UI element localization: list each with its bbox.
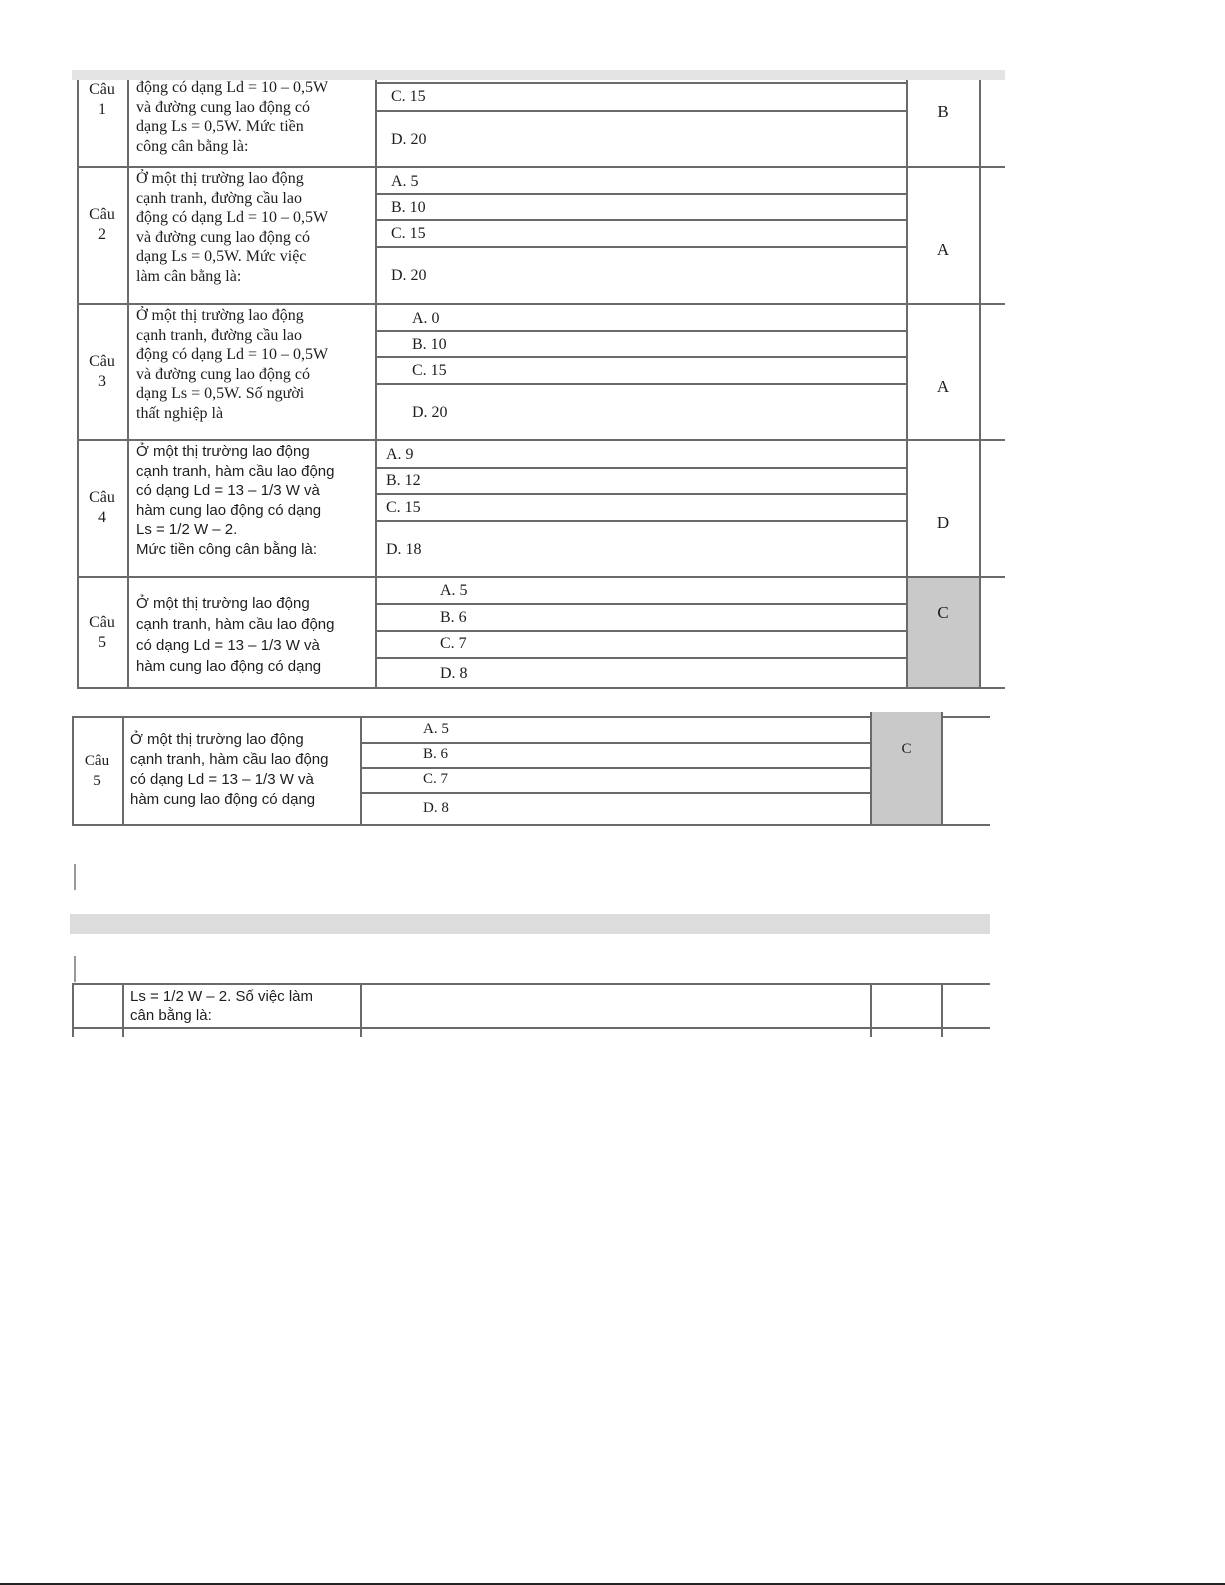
option-line bbox=[362, 742, 870, 744]
separator-mark bbox=[74, 956, 76, 982]
option-line bbox=[377, 356, 907, 358]
option-c: C. 7 bbox=[440, 635, 467, 652]
question-text: động có dạng Ld = 10 – 0,5W và đường cung lao động có dạng Ls = 0,5W. Mức tiền công cân bằng là: bbox=[136, 79, 329, 155]
option-line bbox=[362, 767, 870, 769]
row-divider bbox=[77, 576, 1005, 578]
option-a: A. 5 bbox=[391, 173, 419, 190]
question-number: Câu 3 bbox=[89, 353, 115, 390]
col-divider-1 bbox=[122, 983, 124, 1037]
question-text: Ở một thị trường lao động cạnh tranh, hàm cầu lao động có dạng Ld = 13 – 1/3 W và hàm cung lao động có dạng Ls = 1/2 W – 2. Mức tiền công cân bằng là: bbox=[136, 443, 335, 558]
col-divider-3 bbox=[870, 983, 872, 1037]
answer-key: A bbox=[936, 377, 950, 396]
answer-cell-highlight bbox=[908, 578, 979, 687]
table-border-bottom bbox=[72, 824, 990, 826]
option-line bbox=[377, 246, 907, 248]
option-line bbox=[377, 493, 907, 495]
option-b: B. 6 bbox=[440, 609, 467, 626]
answer-cell-highlight bbox=[872, 712, 941, 824]
col-divider-4 bbox=[941, 712, 943, 826]
col-divider-4 bbox=[941, 983, 943, 1037]
col-divider-1 bbox=[127, 80, 129, 688]
table-border-top bbox=[72, 983, 990, 985]
table-border-top bbox=[72, 716, 990, 718]
option-d: D. 20 bbox=[391, 131, 427, 148]
option-line bbox=[377, 219, 907, 221]
col-divider-2 bbox=[360, 716, 362, 826]
option-line bbox=[362, 792, 870, 794]
option-a: A. 5 bbox=[423, 721, 449, 737]
separator-mark bbox=[74, 864, 76, 890]
option-line bbox=[377, 657, 907, 659]
option-line bbox=[377, 193, 907, 195]
row-divider bbox=[77, 439, 1005, 441]
row-divider bbox=[77, 303, 1005, 305]
question-number: Câu 4 bbox=[89, 489, 115, 526]
answer-key: B bbox=[937, 102, 949, 121]
option-line bbox=[377, 110, 907, 112]
option-a: A. 0 bbox=[412, 310, 440, 327]
option-line bbox=[377, 603, 907, 605]
option-c: C. 15 bbox=[391, 225, 426, 242]
gray-band bbox=[70, 914, 990, 934]
option-c: C. 15 bbox=[386, 499, 421, 516]
option-a: A. 9 bbox=[386, 446, 414, 463]
option-b: B. 10 bbox=[391, 199, 426, 216]
answer-key: C bbox=[901, 741, 912, 757]
col-divider-2 bbox=[360, 983, 362, 1037]
option-d: D. 8 bbox=[440, 665, 468, 682]
answer-key: C bbox=[937, 603, 949, 622]
option-line bbox=[377, 330, 907, 332]
option-d: D. 20 bbox=[412, 404, 448, 421]
col-divider-4 bbox=[979, 80, 981, 688]
question-text: Ls = 1/2 W – 2. Số việc làm cân bằng là: bbox=[130, 988, 313, 1024]
question-text: Ở một thị trường lao động cạnh tranh, hàm cầu lao động có dạng Ld = 13 – 1/3 W và hàm cung lao động có dạng bbox=[130, 731, 329, 808]
option-b: B. 6 bbox=[423, 746, 449, 762]
answer-key: D bbox=[936, 513, 950, 532]
row-divider bbox=[77, 166, 1005, 168]
question-text: Ở một thị trường lao động cạnh tranh, đường cầu lao động có dạng Ld = 10 – 0,5W và đường cung lao động có dạng Ls = 0,5W. Mức việc làm cân bằng là: bbox=[136, 170, 329, 285]
option-c: C. 15 bbox=[391, 88, 426, 105]
option-d: D. 18 bbox=[386, 541, 422, 558]
question-number: Câu 5 bbox=[89, 614, 115, 651]
option-line bbox=[377, 383, 907, 385]
option-d: D. 8 bbox=[423, 800, 449, 816]
option-b: B. 12 bbox=[386, 472, 421, 489]
option-c: C. 7 bbox=[423, 771, 449, 787]
question-number: Câu 2 bbox=[89, 206, 115, 243]
col-divider-1 bbox=[122, 716, 124, 826]
answer-key: A bbox=[936, 240, 950, 259]
option-d: D. 20 bbox=[391, 267, 427, 284]
option-a: A. 5 bbox=[440, 582, 468, 599]
question-text: Ở một thị trường lao động cạnh tranh, hàm cầu lao động có dạng Ld = 13 – 1/3 W và hàm cung lao động có dạng bbox=[136, 595, 335, 675]
row-divider bbox=[72, 1027, 990, 1029]
question-number: Câu 1 bbox=[89, 81, 115, 118]
question-number: Câu 5 bbox=[84, 753, 110, 789]
option-b: B. 10 bbox=[412, 336, 447, 353]
option-line bbox=[377, 630, 907, 632]
question-text: Ở một thị trường lao động cạnh tranh, đường cầu lao động có dạng Ld = 10 – 0,5W và đường cung lao động có dạng Ls = 0,5W. Số người thất nghiệp là bbox=[136, 307, 329, 422]
option-line bbox=[377, 82, 907, 84]
option-line bbox=[377, 520, 907, 522]
table-border-left bbox=[72, 983, 74, 1037]
table-border-bottom bbox=[77, 687, 1005, 689]
option-line bbox=[377, 467, 907, 469]
option-c: C. 15 bbox=[412, 362, 447, 379]
